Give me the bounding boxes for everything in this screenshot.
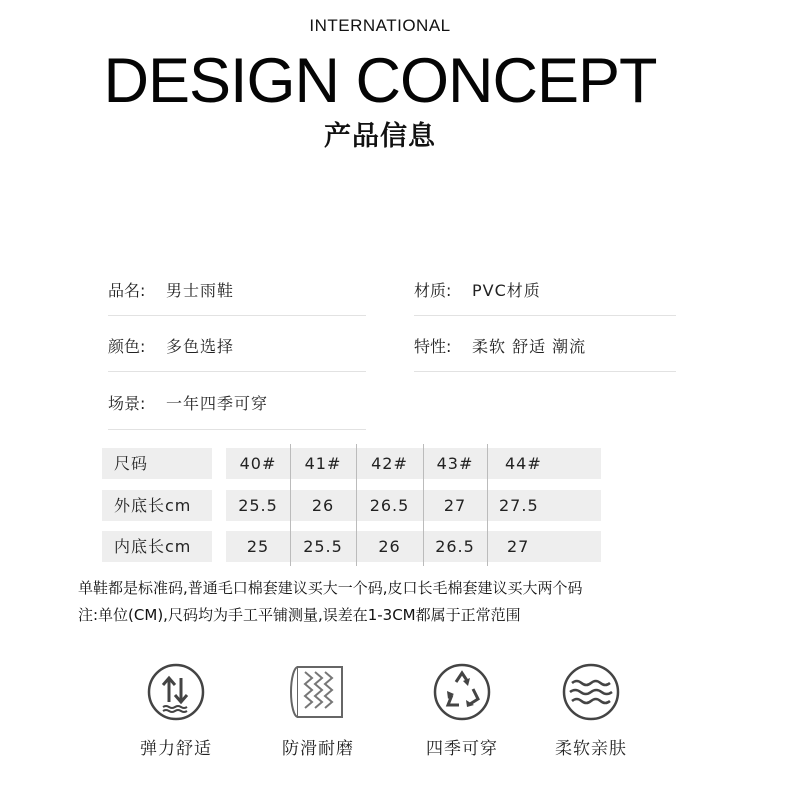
breathable-arrows-icon xyxy=(146,662,206,722)
info-material-label: 材质: xyxy=(414,281,452,300)
info-name-label: 品名: xyxy=(108,281,146,300)
size-table-cell: 27 xyxy=(423,490,487,521)
divider xyxy=(414,315,676,316)
product-info-title: 产品信息 xyxy=(324,121,436,152)
info-color-label: 颜色: xyxy=(108,337,146,356)
divider xyxy=(414,371,676,372)
size-table-header: 外底长cm xyxy=(102,490,212,521)
info-feature-label: 特性: xyxy=(414,337,452,356)
size-table-cell: 26.5 xyxy=(356,490,423,521)
size-table-cell: 44# xyxy=(487,448,601,479)
column-divider xyxy=(290,444,291,566)
column-divider xyxy=(356,444,357,566)
feature-label: 弹力舒适 xyxy=(140,739,212,759)
feature-label: 防滑耐磨 xyxy=(282,739,354,759)
feature-item xyxy=(541,662,641,759)
info-material xyxy=(414,278,541,301)
info-color-value: 多色选择 xyxy=(166,337,235,356)
info-material-value: PVC材质 xyxy=(472,281,541,300)
feature-item xyxy=(126,662,226,759)
size-table-cell: 25.5 xyxy=(290,531,356,562)
recycle-icon xyxy=(432,662,492,722)
info-feature-value: 柔软 舒适 潮流 xyxy=(472,337,587,356)
info-scene-value: 一年四季可穿 xyxy=(166,394,269,413)
info-scene xyxy=(108,391,268,414)
divider xyxy=(108,429,366,430)
size-table-cell: 26 xyxy=(290,490,356,521)
size-table-cell: 41# xyxy=(290,448,356,479)
size-table-header: 尺码 xyxy=(102,448,212,479)
note-line-2: 注:单位(CM),尺码均为手工平铺测量,误差在1-3CM都属于正常范围 xyxy=(78,606,521,624)
anti-slip-sole-icon xyxy=(283,662,353,722)
info-scene-label: 场景: xyxy=(108,394,146,413)
feature-item xyxy=(268,662,368,759)
column-divider xyxy=(423,444,424,566)
feature-item xyxy=(412,662,512,759)
size-table-cell: 40# xyxy=(226,448,290,479)
info-color xyxy=(108,334,234,357)
size-table-cell: 26.5 xyxy=(423,531,487,562)
soft-waves-icon xyxy=(561,662,621,722)
note-line-1: 单鞋都是标准码,普通毛口棉套建议买大一个码,皮口长毛棉套建议买大两个码 xyxy=(78,579,583,597)
feature-label: 柔软亲肤 xyxy=(555,739,627,759)
size-table-cell: 25 xyxy=(226,531,290,562)
header-intl: INTERNATIONAL xyxy=(309,16,451,35)
divider xyxy=(108,371,366,372)
column-divider xyxy=(487,444,488,566)
info-name-value: 男士雨鞋 xyxy=(166,281,235,300)
feature-label: 四季可穿 xyxy=(426,739,498,759)
size-table-cell: 27 xyxy=(487,531,601,562)
size-table-cell: 27.5 xyxy=(487,490,601,521)
size-table-cell: 26 xyxy=(356,531,423,562)
size-table-cell: 43# xyxy=(423,448,487,479)
size-table-header: 内底长cm xyxy=(102,531,212,562)
size-table-cell: 25.5 xyxy=(226,490,290,521)
info-name xyxy=(108,278,234,301)
divider xyxy=(108,315,366,316)
header-design-concept: DESIGN CONCEPT xyxy=(103,46,657,116)
size-table-cell: 42# xyxy=(356,448,423,479)
info-feature xyxy=(414,334,586,357)
